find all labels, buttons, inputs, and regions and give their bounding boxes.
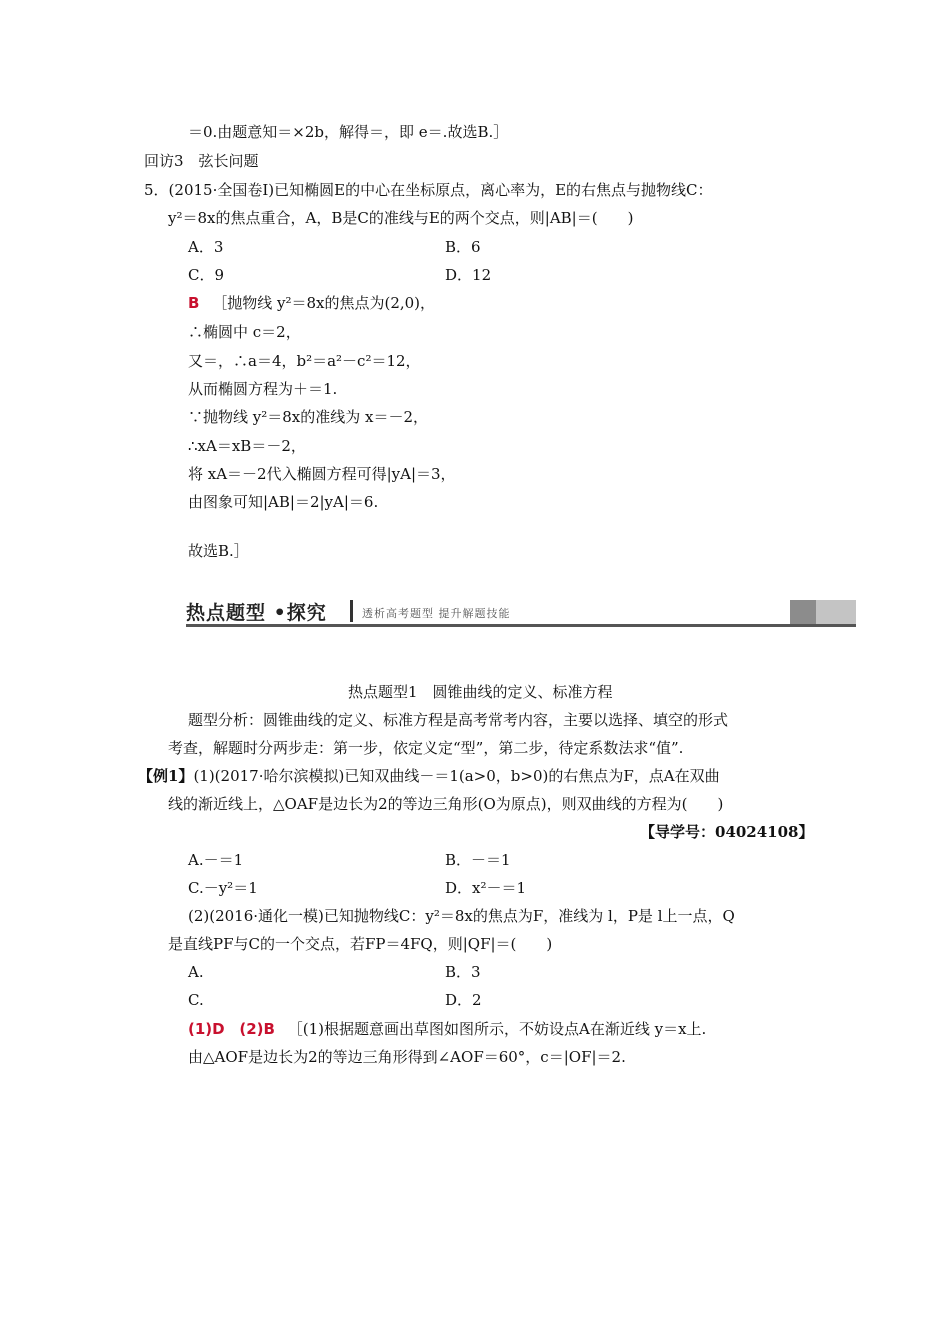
section-banner xyxy=(186,596,856,630)
ex2-line-1: (2)(2016·通化一模)已知抛物线C：y²＝8x的焦点为F，准线为 l，P是 l上一点，Q xyxy=(188,907,735,925)
answer-2: (2)B xyxy=(239,1020,275,1038)
ex1-option-b: B．－＝1 xyxy=(445,851,511,869)
ex2-option-d: D．2 xyxy=(445,991,482,1009)
analysis-line-2: 考查，解题时分两步走：第一步，依定义定“型”，第二步，待定系数法求“值”. xyxy=(168,739,684,757)
example-line-1: 【例1】(1)(2017·哈尔滨模拟)已知双曲线－＝1(a>0，b>0)的右焦点为F，点A在双曲 xyxy=(138,767,720,785)
solution-line-2: ∴椭圆中 c＝2， xyxy=(188,323,301,341)
solution-line-1: B ［抛物线 y²＝8x的焦点为(2,0)， xyxy=(188,294,436,312)
question-5-line-1: 5．(2015·全国卷Ⅰ)已知椭圆E的中心在坐标原点，离心率为，E的右焦点与抛物线C： xyxy=(144,181,713,199)
option-b: B．6 xyxy=(445,238,481,256)
banner-divider xyxy=(350,600,353,622)
banner-block-dark xyxy=(790,600,816,624)
solution-line-6: ∴xA＝xB＝－2， xyxy=(188,437,306,455)
banner-title: 热点题型 •探究 xyxy=(186,602,327,624)
answer-1: (1)D xyxy=(188,1020,225,1038)
solution-line-3: 又＝，∴a＝4，b²＝a²－c²＝12， xyxy=(188,352,421,370)
option-a: A．3 xyxy=(188,238,224,256)
section-title: 热点题型1 圆锥曲线的定义、标准方程 xyxy=(348,683,613,701)
answer-line: (1)D (2)B ［(1)根据题意画出草图如图所示，不妨设点A在渐近线 y＝x上. xyxy=(188,1020,707,1038)
solution-line-4: 从而椭圆方程为＋＝1. xyxy=(188,380,338,398)
solution-line-8: 由图象可知|AB|＝2|yA|＝6. xyxy=(188,493,379,511)
example-label: 【例1】 xyxy=(138,767,194,785)
ex2-line-2: 是直线PF与C的一个交点，若FP＝4FQ，则|QF|＝( ) xyxy=(168,935,553,953)
solution-line-9: 故选B.］ xyxy=(188,542,249,560)
option-c: C．9 xyxy=(188,266,225,284)
ex1-option-c: C.－y²＝1 xyxy=(188,879,258,897)
solution-continuation: ＝0.由题意知＝×2b，解得＝，即 e＝.故选B.］ xyxy=(188,123,509,141)
solution-line-7: 将 xA＝－2代入椭圆方程可得|yA|＝3， xyxy=(188,465,456,483)
question-5-line-2: y²＝8x的焦点重合，A，B是C的准线与E的两个交点，则|AB|＝( ) xyxy=(168,209,634,227)
banner-block-light xyxy=(816,600,856,624)
banner-subtitle: 透析高考题型 提升解题技能 xyxy=(362,607,511,620)
ex2-option-b: B．3 xyxy=(445,963,481,981)
ex1-option-d: D．x²－＝1 xyxy=(445,879,527,897)
banner-rule xyxy=(186,624,856,627)
solution-line-5: ∵抛物线 y²＝8x的准线为 x＝－2， xyxy=(188,408,429,426)
analysis-line-1: 题型分析：圆锥曲线的定义、标准方程是高考常考内容，主要以选择、填空的形式 xyxy=(188,711,729,729)
ex2-option-c: C. xyxy=(188,991,204,1009)
review-heading: 回访3 弦长问题 xyxy=(144,152,259,170)
answer-last-line: 由△AOF是边长为2的等边三角形得到∠AOF＝60°，c＝|OF|＝2. xyxy=(188,1048,626,1066)
ex1-option-a: A.－＝1 xyxy=(188,851,244,869)
example-line-2: 线的渐近线上，△OAF是边长为2的等边三角形(O为原点)，则双曲线的方程为( ) xyxy=(168,795,724,813)
option-d: D．12 xyxy=(445,266,492,284)
ex2-option-a: A. xyxy=(188,963,204,981)
answer-letter: B xyxy=(188,294,200,312)
guide-number: 【导学号：04024108】 xyxy=(640,823,814,841)
